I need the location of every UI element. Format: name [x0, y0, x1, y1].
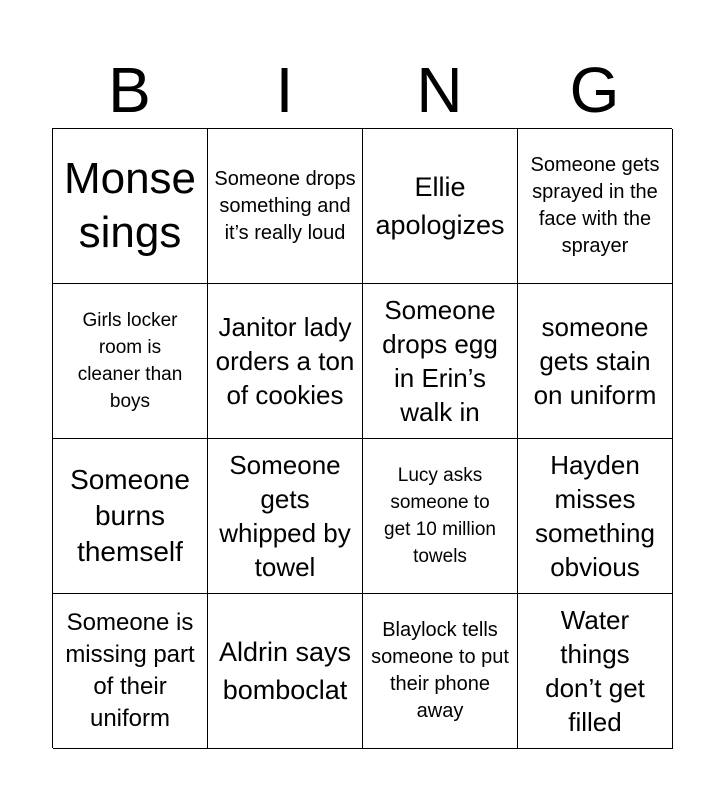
cell-text: Blaylock tells someone to put their phone away [371, 619, 509, 722]
cell-text: someone gets stain on uniform [533, 312, 657, 410]
cell-text: Aldrin says bomboclat [218, 637, 352, 705]
header-letter-i: I [275, 54, 294, 126]
bingo-cell-r2-c3[interactable] [363, 284, 518, 439]
bingo-cell-r1-c1[interactable] [53, 129, 208, 284]
cell-text: Someone is missing part of their uniform [65, 609, 195, 732]
cell-text: Someone gets sprayed in the face with the sprayer [530, 154, 660, 257]
bingo-cell-r4-c4[interactable] [518, 594, 673, 749]
bingo-cell-r3-c1[interactable] [53, 439, 208, 594]
cell-text: Lucy asks someone to get 10 million towels [384, 465, 496, 567]
cell-text: Someone gets whipped by towel [219, 450, 351, 582]
bingo-cell-r3-c4[interactable] [518, 439, 673, 594]
header-letter-g: G [569, 54, 620, 126]
bingo-cell-r4-c2[interactable] [208, 594, 363, 749]
bingo-cell-r3-c3[interactable] [363, 439, 518, 594]
cell-text: Girls locker room is cleaner than boys [77, 310, 183, 412]
bingo-cell-r2-c1[interactable] [53, 284, 208, 439]
cell-text: Monse sings [63, 154, 197, 257]
cell-text: Water things don’t get filled [545, 605, 645, 737]
bingo-cell-r1-c2[interactable] [208, 129, 363, 284]
cell-text: Hayden misses something obvious [535, 450, 655, 582]
bingo-cell-r3-c2[interactable] [208, 439, 363, 594]
cell-text: Someone drops egg in Erin’s walk in [382, 295, 498, 427]
bingo-cell-r2-c4[interactable] [518, 284, 673, 439]
bingo-cell-r1-c4[interactable] [518, 129, 673, 284]
bingo-cell-r4-c3[interactable] [363, 594, 518, 749]
bingo-cell-r1-c3[interactable] [363, 129, 518, 284]
cell-text: Someone burns themself [70, 464, 190, 567]
header-letter-n: N [416, 54, 463, 126]
cell-text: Janitor lady orders a ton of cookies [215, 312, 355, 410]
cell-text: Ellie apologizes [375, 172, 505, 240]
bingo-header [52, 52, 672, 128]
bingo-grid [52, 128, 672, 748]
header-letter-b: B [108, 54, 151, 126]
bingo-cell-r4-c1[interactable] [53, 594, 208, 749]
bingo-cell-r2-c2[interactable] [208, 284, 363, 439]
cell-text: Someone drops something and it’s really loud [214, 167, 356, 244]
